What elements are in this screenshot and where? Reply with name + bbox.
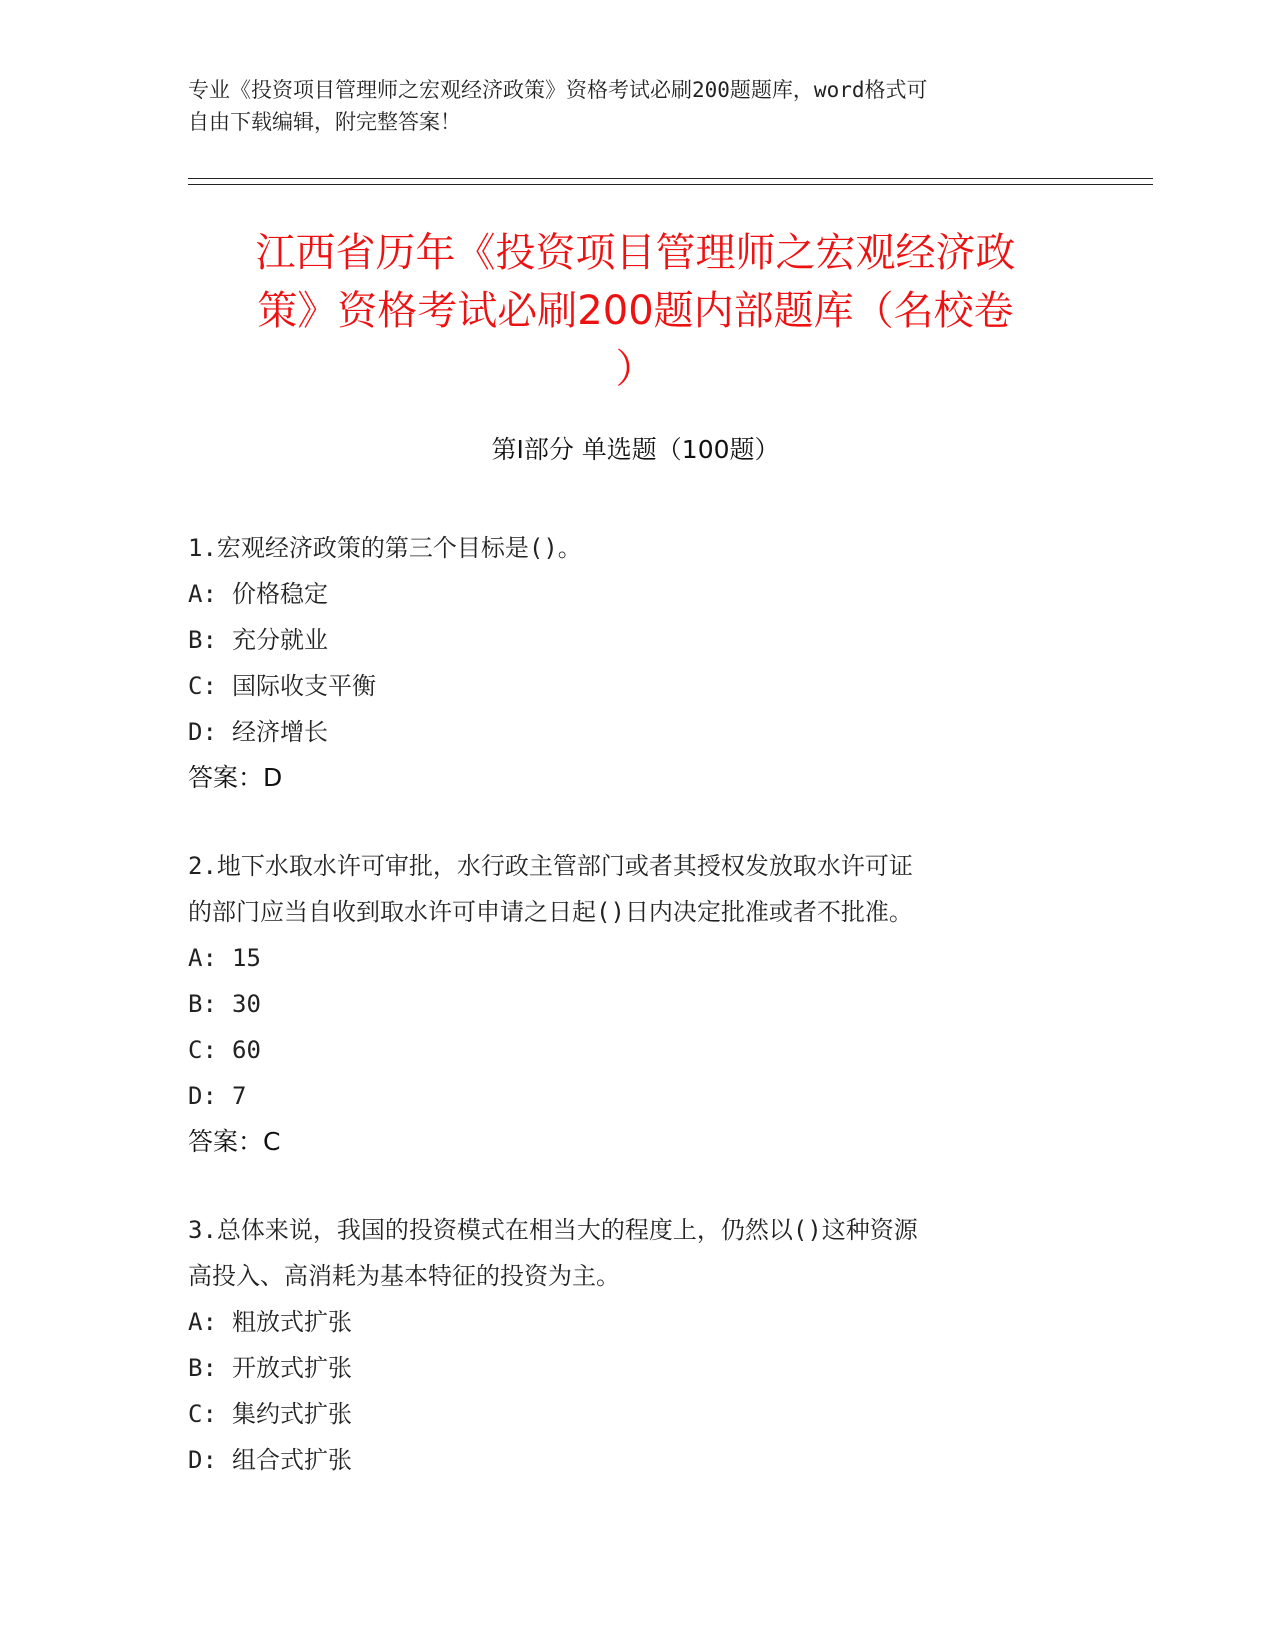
option-key: A: <box>188 1308 217 1336</box>
title-line-1: 江西省历年《投资项目管理师之宏观经济政 <box>255 230 1016 276</box>
option-key: D: <box>188 1082 217 1110</box>
document-title <box>188 224 1083 398</box>
option-key: D: <box>188 718 217 746</box>
option-text: 经济增长 <box>232 718 328 746</box>
question-list <box>188 525 1088 1525</box>
question-3 <box>188 1207 1088 1483</box>
header-divider-top <box>188 178 1153 179</box>
question-2-stem-line-1: 2.地下水取水许可审批，水行政主管部门或者其授权发放取水许可证 <box>188 852 913 880</box>
option-text: 国际收支平衡 <box>232 672 376 700</box>
question-3-option-b <box>188 1345 1088 1391</box>
question-3-stem-line-1: 3.总体来说，我国的投资模式在相当大的程度上，仍然以()这种资源 <box>188 1216 918 1244</box>
section-heading: 第Ⅰ部分 单选题（100题） <box>491 435 780 464</box>
option-key: B: <box>188 990 217 1018</box>
title-line-2: 策》资格考试必刷200题内部题库（名校卷 <box>257 288 1014 334</box>
option-key: D: <box>188 1446 217 1474</box>
question-1-option-d <box>188 709 1088 755</box>
option-text: 60 <box>232 1036 261 1064</box>
option-key: B: <box>188 626 217 654</box>
question-2 <box>188 843 1088 1165</box>
header-note-line-1: 专业《投资项目管理师之宏观经济政策》资格考试必刷200题题库，word格式可 <box>188 78 928 102</box>
question-2-option-d <box>188 1073 1088 1119</box>
question-1-option-a <box>188 571 1088 617</box>
header-note-line-2: 自由下载编辑，附完整答案！ <box>188 110 461 134</box>
option-text: 30 <box>232 990 261 1018</box>
option-text: 集约式扩张 <box>232 1400 352 1428</box>
question-2-answer: 答案：C <box>188 1127 281 1156</box>
option-text: 开放式扩张 <box>232 1354 352 1382</box>
question-3-option-d <box>188 1437 1088 1483</box>
question-2-option-c <box>188 1027 1088 1073</box>
question-3-option-a <box>188 1299 1088 1345</box>
question-2-option-b <box>188 981 1088 1027</box>
option-text: 组合式扩张 <box>232 1446 352 1474</box>
question-2-option-a <box>188 935 1088 981</box>
option-key: A: <box>188 944 217 972</box>
option-text: 粗放式扩张 <box>232 1308 352 1336</box>
option-key: C: <box>188 1036 217 1064</box>
header-note <box>188 74 1068 138</box>
option-key: C: <box>188 1400 217 1428</box>
header-divider-bottom <box>188 184 1153 185</box>
option-key: C: <box>188 672 217 700</box>
question-3-stem-line-2: 高投入、高消耗为基本特征的投资为主。 <box>188 1262 620 1290</box>
question-1-stem: 1.宏观经济政策的第三个目标是()。 <box>188 534 582 562</box>
option-text: 充分就业 <box>232 626 328 654</box>
option-text: 价格稳定 <box>232 580 328 608</box>
question-3-option-c <box>188 1391 1088 1437</box>
option-key: A: <box>188 580 217 608</box>
question-2-stem-line-2: 的部门应当自收到取水许可申请之日起()日内决定批准或者不批准。 <box>188 898 913 926</box>
question-1-option-b <box>188 617 1088 663</box>
question-1-option-c <box>188 663 1088 709</box>
option-text: 15 <box>232 944 261 972</box>
option-text: 7 <box>232 1082 247 1110</box>
question-1 <box>188 525 1088 801</box>
option-key: B: <box>188 1354 217 1382</box>
title-line-3: ） <box>615 346 656 392</box>
question-1-answer: 答案：D <box>188 763 283 792</box>
